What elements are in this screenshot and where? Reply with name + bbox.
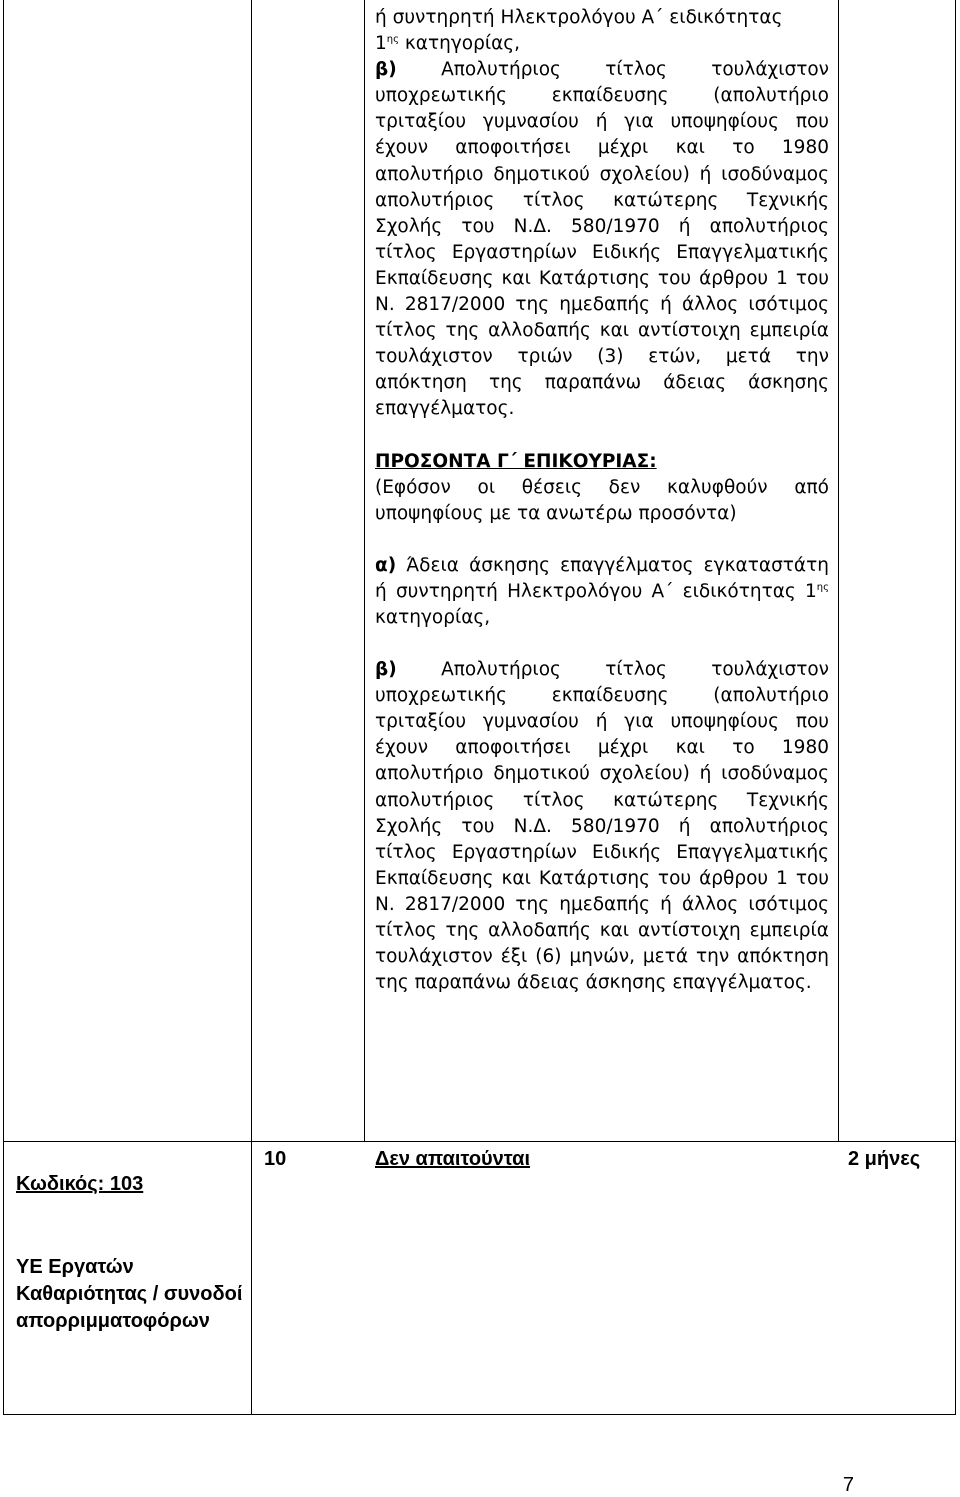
- position-code: Κωδικός: 103: [16, 1173, 144, 1195]
- column-divider-3: [838, 0, 839, 1142]
- education-requirement: β) Απολυτήριος τίτλος τουλάχιστον υποχρεωτικής εκπαίδευσης (απολυτήριο τριταξίου γυμνασίου ή για υποψηφίους που έχουν αποφοιτήσει μέχρι και το 1980 απολυτήριο δημοτικού σχολείου) ή ισοδύναμος απολυτήριος τίτλος κατώτερης Τεχνικής Σχολής του Ν.Δ. 580/1970 ή απολυτήριος τίτλος Εργαστηρίων Ειδικής Επαγγελματικής Εκπαίδευσης και Κατάρτισης του άρθρου 1 του Ν. 2817/2000 της ημεδαπής ή άλλος ισότιμος τίτλος της αλλοδαπής και αντίστοιχη εμπειρία τουλάχιστον τριών (3) ετών, μετά την απόκτηση της παραπάνω άδειας άσκησης επαγγέλματος.: [375, 59, 829, 420]
- page-number: 7: [842, 1474, 854, 1496]
- auxiliary-heading: ΠΡΟΣΟΝΤΑ Γ΄ ΕΠΙΚΟΥΡΙΑΣ:: [375, 450, 657, 472]
- position-qualifications: Δεν απαιτούνται: [375, 1148, 531, 1170]
- auxiliary-note: (Εφόσον οι θέσεις δεν καλυφθούν από υποψηφίους με τα ανωτέρω προσόντα): [375, 476, 829, 524]
- column-divider-1: [251, 0, 252, 1415]
- position-count: 10: [264, 1148, 287, 1170]
- qualifications-cell: [375, 5, 829, 996]
- auxiliary-education: β) Απολυτήριος τίτλος τουλάχιστον υποχρεωτικής εκπαίδευσης (απολυτήριο τριταξίου γυμνασίου ή για υποψηφίους που έχουν αποφοιτήσει μέχρι και το 1980 απολυτήριο δημοτικού σχολείου) ή ισοδύναμος απολυτήριος τίτλος κατώτερης Τεχνικής Σχολής του Ν.Δ. 580/1970 ή απολυτήριος τίτλος Εργαστηρίων Ειδικής Επαγγελματικής Εκπαίδευσης και Κατάρτισης του άρθρου 1 του Ν. 2817/2000 της ημεδαπής ή άλλος ισότιμος τίτλος της αλλοδαπής και αντίστοιχη εμπειρία τουλάχιστον έξι (6) μηνών, μετά την απόκτηση της παραπάνω άδειας άσκησης επαγγέλματος.: [375, 659, 829, 994]
- position-duration: 2 μήνες: [848, 1148, 921, 1170]
- position-specialty: ΥΕ Εργατών Καθαριότητας / συνοδοί απορριμματοφόρων: [16, 1256, 243, 1332]
- license-continuation: ή συντηρητή Ηλεκτρολόγου Α΄ ειδικότητας $1^{\eta\varsigma}$ κατηγορίας,: [375, 7, 783, 55]
- auxiliary-license: α) Άδεια άσκησης επαγγέλματος εγκαταστάτη ή συντηρητή Ηλεκτρολόγου Α΄ ειδικότητας $1^{\eta\varsigma}$ κατηγορίας,: [375, 554, 829, 628]
- row-divider: [3, 1141, 955, 1142]
- column-divider-2: [364, 0, 365, 1142]
